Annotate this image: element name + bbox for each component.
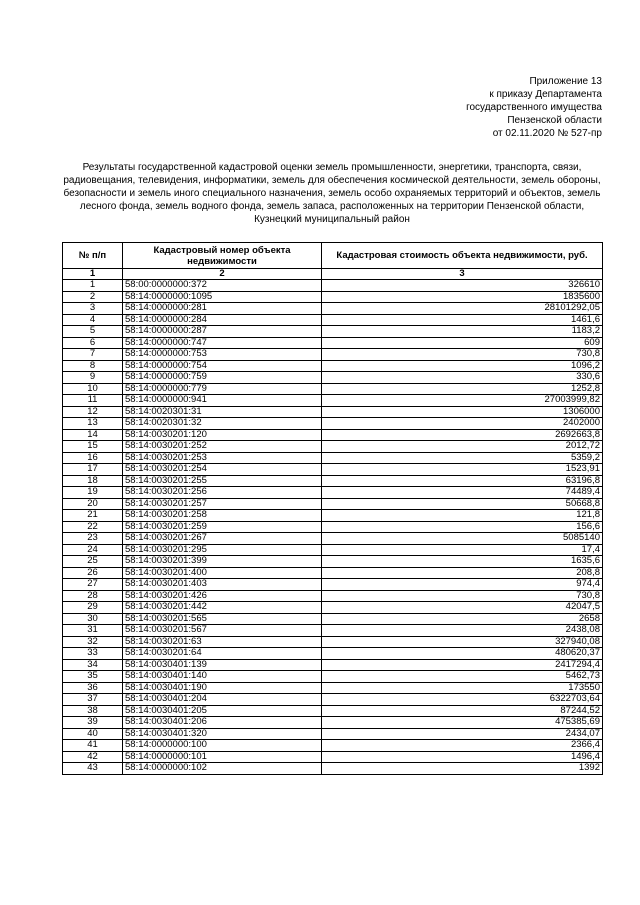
table-row bbox=[63, 671, 603, 683]
table-row bbox=[63, 510, 603, 522]
row-index: 16 bbox=[63, 452, 123, 464]
table-row bbox=[63, 590, 603, 602]
row-index: 19 bbox=[63, 487, 123, 499]
row-index: 32 bbox=[63, 636, 123, 648]
table-header-row bbox=[63, 243, 603, 269]
row-cadastral-number: 58:14:0030201:255 bbox=[123, 475, 322, 487]
row-cadastral-value: 730,8 bbox=[322, 349, 603, 361]
row-cadastral-value: 1523,91 bbox=[322, 464, 603, 476]
row-index: 12 bbox=[63, 406, 123, 418]
row-cadastral-value: 63196,8 bbox=[322, 475, 603, 487]
row-cadastral-value: 327940,08 bbox=[322, 636, 603, 648]
row-cadastral-number: 58:14:0000000:281 bbox=[123, 303, 322, 315]
row-cadastral-number: 58:14:0030201:256 bbox=[123, 487, 322, 499]
row-index: 9 bbox=[63, 372, 123, 384]
row-index: 13 bbox=[63, 418, 123, 430]
table-row bbox=[63, 763, 603, 775]
table-row bbox=[63, 360, 603, 372]
row-cadastral-value: 1461,6 bbox=[322, 314, 603, 326]
row-cadastral-number: 58:14:0030201:400 bbox=[123, 567, 322, 579]
appendix-line: государственного имущества bbox=[466, 102, 602, 113]
table-row bbox=[63, 464, 603, 476]
row-cadastral-value: 28101292,05 bbox=[322, 303, 603, 315]
row-cadastral-value: 475385,69 bbox=[322, 717, 603, 729]
row-cadastral-number: 58:14:0030401:204 bbox=[123, 694, 322, 706]
column-number: 2 bbox=[123, 269, 322, 280]
table-row bbox=[63, 613, 603, 625]
row-index: 26 bbox=[63, 567, 123, 579]
row-cadastral-number: 58:14:0030201:252 bbox=[123, 441, 322, 453]
row-cadastral-number: 58:14:0030401:206 bbox=[123, 717, 322, 729]
row-index: 17 bbox=[63, 464, 123, 476]
row-index: 25 bbox=[63, 556, 123, 568]
row-index: 2 bbox=[63, 291, 123, 303]
table-row bbox=[63, 533, 603, 545]
row-cadastral-value: 2402000 bbox=[322, 418, 603, 430]
row-index: 39 bbox=[63, 717, 123, 729]
row-cadastral-number: 58:14:0030201:120 bbox=[123, 429, 322, 441]
cadastral-value-table bbox=[62, 242, 603, 775]
table-row bbox=[63, 349, 603, 361]
row-index: 33 bbox=[63, 648, 123, 660]
row-cadastral-value: 1252,8 bbox=[322, 383, 603, 395]
row-cadastral-value: 326610 bbox=[322, 280, 603, 292]
row-index: 35 bbox=[63, 671, 123, 683]
row-cadastral-value: 2692663,8 bbox=[322, 429, 603, 441]
row-cadastral-number: 58:14:0030201:426 bbox=[123, 590, 322, 602]
table-row bbox=[63, 291, 603, 303]
row-cadastral-number: 58:14:0020301:32 bbox=[123, 418, 322, 430]
row-cadastral-value: 87244,52 bbox=[322, 705, 603, 717]
row-cadastral-number: 58:14:0030201:64 bbox=[123, 648, 322, 660]
row-cadastral-value: 330,6 bbox=[322, 372, 603, 384]
row-index: 23 bbox=[63, 533, 123, 545]
row-index: 11 bbox=[63, 395, 123, 407]
row-cadastral-number: 58:14:0000000:941 bbox=[123, 395, 322, 407]
table-row bbox=[63, 452, 603, 464]
row-index: 27 bbox=[63, 579, 123, 591]
row-cadastral-value: 2658 bbox=[322, 613, 603, 625]
row-cadastral-number: 58:14:0030201:253 bbox=[123, 452, 322, 464]
row-index: 15 bbox=[63, 441, 123, 453]
row-index: 37 bbox=[63, 694, 123, 706]
row-cadastral-value: 17,4 bbox=[322, 544, 603, 556]
row-cadastral-number: 58:14:0030401:205 bbox=[123, 705, 322, 717]
row-index: 5 bbox=[63, 326, 123, 338]
row-cadastral-number: 58:14:0030201:254 bbox=[123, 464, 322, 476]
row-cadastral-value: 5359,2 bbox=[322, 452, 603, 464]
header-cadastral-number: Кадастровый номер объекта недвижимости bbox=[123, 243, 322, 269]
row-cadastral-number: 58:14:0030201:258 bbox=[123, 510, 322, 522]
row-cadastral-number: 58:14:0030201:295 bbox=[123, 544, 322, 556]
row-index: 6 bbox=[63, 337, 123, 349]
row-cadastral-value: 27003999,82 bbox=[322, 395, 603, 407]
appendix-line: от 02.11.2020 № 527-пр bbox=[492, 128, 602, 139]
appendix-line: Пензенской области bbox=[507, 115, 602, 126]
table-row bbox=[63, 383, 603, 395]
row-cadastral-value: 2366,4 bbox=[322, 740, 603, 752]
row-cadastral-number: 58:14:0020301:31 bbox=[123, 406, 322, 418]
table-row bbox=[63, 406, 603, 418]
appendix-block bbox=[466, 75, 602, 140]
row-cadastral-number: 58:14:0000000:759 bbox=[123, 372, 322, 384]
row-cadastral-value: 2438,08 bbox=[322, 625, 603, 637]
table-row bbox=[63, 682, 603, 694]
row-cadastral-number: 58:14:0030201:403 bbox=[123, 579, 322, 591]
row-index: 1 bbox=[63, 280, 123, 292]
table-row bbox=[63, 326, 603, 338]
row-cadastral-number: 58:14:0030201:259 bbox=[123, 521, 322, 533]
table-row bbox=[63, 556, 603, 568]
row-cadastral-value: 208,8 bbox=[322, 567, 603, 579]
row-cadastral-number: 58:14:0030201:267 bbox=[123, 533, 322, 545]
row-cadastral-value: 50668,8 bbox=[322, 498, 603, 510]
row-cadastral-value: 1635,6 bbox=[322, 556, 603, 568]
row-cadastral-number: 58:14:0030201:442 bbox=[123, 602, 322, 614]
row-cadastral-number: 58:14:0030401:320 bbox=[123, 728, 322, 740]
row-index: 31 bbox=[63, 625, 123, 637]
column-number: 1 bbox=[63, 269, 123, 280]
row-index: 10 bbox=[63, 383, 123, 395]
row-cadastral-value: 730,8 bbox=[322, 590, 603, 602]
table-row bbox=[63, 441, 603, 453]
row-index: 24 bbox=[63, 544, 123, 556]
table-row bbox=[63, 475, 603, 487]
row-index: 21 bbox=[63, 510, 123, 522]
row-index: 41 bbox=[63, 740, 123, 752]
row-index: 7 bbox=[63, 349, 123, 361]
row-index: 8 bbox=[63, 360, 123, 372]
table-row bbox=[63, 636, 603, 648]
row-index: 42 bbox=[63, 751, 123, 763]
appendix-line: к приказу Департамента bbox=[489, 89, 602, 100]
row-cadastral-number: 58:14:0000000:779 bbox=[123, 383, 322, 395]
table-row bbox=[63, 418, 603, 430]
row-cadastral-number: 58:14:0000000:753 bbox=[123, 349, 322, 361]
row-cadastral-value: 2417294,4 bbox=[322, 659, 603, 671]
row-cadastral-number: 58:14:0000000:747 bbox=[123, 337, 322, 349]
header-index: № п/п bbox=[63, 243, 123, 269]
row-index: 18 bbox=[63, 475, 123, 487]
row-cadastral-value: 42047,5 bbox=[322, 602, 603, 614]
table-row bbox=[63, 694, 603, 706]
table-row bbox=[63, 544, 603, 556]
row-cadastral-value: 480620,37 bbox=[322, 648, 603, 660]
row-cadastral-value: 1835600 bbox=[322, 291, 603, 303]
table-body bbox=[63, 280, 603, 775]
row-cadastral-value: 173550 bbox=[322, 682, 603, 694]
table-row bbox=[63, 659, 603, 671]
row-cadastral-value: 74489,4 bbox=[322, 487, 603, 499]
row-cadastral-value: 121,8 bbox=[322, 510, 603, 522]
row-cadastral-value: 974,4 bbox=[322, 579, 603, 591]
table-row bbox=[63, 705, 603, 717]
table-row bbox=[63, 579, 603, 591]
table-row bbox=[63, 314, 603, 326]
table-row bbox=[63, 728, 603, 740]
row-index: 40 bbox=[63, 728, 123, 740]
row-cadastral-value: 1096,2 bbox=[322, 360, 603, 372]
row-index: 29 bbox=[63, 602, 123, 614]
row-index: 22 bbox=[63, 521, 123, 533]
table-row bbox=[63, 303, 603, 315]
row-cadastral-number: 58:14:0000000:287 bbox=[123, 326, 322, 338]
row-cadastral-number: 58:14:0030401:140 bbox=[123, 671, 322, 683]
row-cadastral-number: 58:14:0030201:565 bbox=[123, 613, 322, 625]
row-cadastral-number: 58:14:0030201:567 bbox=[123, 625, 322, 637]
row-cadastral-number: 58:14:0000000:100 bbox=[123, 740, 322, 752]
row-index: 36 bbox=[63, 682, 123, 694]
table-row bbox=[63, 751, 603, 763]
row-cadastral-value: 1183,2 bbox=[322, 326, 603, 338]
table-row bbox=[63, 521, 603, 533]
row-cadastral-number: 58:14:0030401:190 bbox=[123, 682, 322, 694]
row-cadastral-value: 2012,72 bbox=[322, 441, 603, 453]
table-row bbox=[63, 395, 603, 407]
row-cadastral-number: 58:14:0030201:399 bbox=[123, 556, 322, 568]
row-cadastral-number: 58:14:0000000:102 bbox=[123, 763, 322, 775]
row-cadastral-number: 58:14:0000000:101 bbox=[123, 751, 322, 763]
table-row bbox=[63, 717, 603, 729]
row-cadastral-number: 58:14:0000000:1095 bbox=[123, 291, 322, 303]
row-index: 38 bbox=[63, 705, 123, 717]
table-row bbox=[63, 280, 603, 292]
row-index: 3 bbox=[63, 303, 123, 315]
table-row bbox=[63, 372, 603, 384]
table-row bbox=[63, 602, 603, 614]
row-cadastral-value: 609 bbox=[322, 337, 603, 349]
row-cadastral-value: 156,6 bbox=[322, 521, 603, 533]
table-row bbox=[63, 648, 603, 660]
table-row bbox=[63, 740, 603, 752]
row-cadastral-value: 1306000 bbox=[322, 406, 603, 418]
row-cadastral-value: 2434,07 bbox=[322, 728, 603, 740]
header-cadastral-value: Кадастровая стоимость объекта недвижимости, руб. bbox=[322, 243, 603, 269]
row-index: 28 bbox=[63, 590, 123, 602]
row-index: 30 bbox=[63, 613, 123, 625]
row-cadastral-value: 5462,73 bbox=[322, 671, 603, 683]
row-index: 4 bbox=[63, 314, 123, 326]
appendix-line: Приложение 13 bbox=[529, 76, 602, 87]
table-row bbox=[63, 567, 603, 579]
table-row bbox=[63, 498, 603, 510]
row-cadastral-number: 58:14:0000000:754 bbox=[123, 360, 322, 372]
row-cadastral-number: 58:14:0030201:63 bbox=[123, 636, 322, 648]
row-cadastral-value: 1496,4 bbox=[322, 751, 603, 763]
row-index: 34 bbox=[63, 659, 123, 671]
row-cadastral-number: 58:14:0030401:139 bbox=[123, 659, 322, 671]
document-title: Результаты государственной кадастровой оценки земель промышленности, энергетики, транспорта, связи, радиовещания, телевидения, информатики, земель для обеспечения космической деятельности, земель обороны, безопасности и земель иного специального назначения, земель особо охраняемых территорий и объектов, земель лесного фонда, земель водного фонда, земель запаса, расположенных на территории Пензенской области, Кузнецкий муниципальный район bbox=[63, 162, 601, 225]
row-cadastral-number: 58:14:0000000:284 bbox=[123, 314, 322, 326]
row-cadastral-value: 6322703,64 bbox=[322, 694, 603, 706]
table-row bbox=[63, 625, 603, 637]
row-cadastral-value: 5085140 bbox=[322, 533, 603, 545]
table-column-number-row bbox=[63, 269, 603, 280]
table-row bbox=[63, 337, 603, 349]
table-row bbox=[63, 487, 603, 499]
row-cadastral-number: 58:14:0030201:257 bbox=[123, 498, 322, 510]
table-row bbox=[63, 429, 603, 441]
row-index: 43 bbox=[63, 763, 123, 775]
column-number: 3 bbox=[322, 269, 603, 280]
row-cadastral-value: 1392 bbox=[322, 763, 603, 775]
row-index: 14 bbox=[63, 429, 123, 441]
row-index: 20 bbox=[63, 498, 123, 510]
row-cadastral-number: 58:00:0000000:372 bbox=[123, 280, 322, 292]
